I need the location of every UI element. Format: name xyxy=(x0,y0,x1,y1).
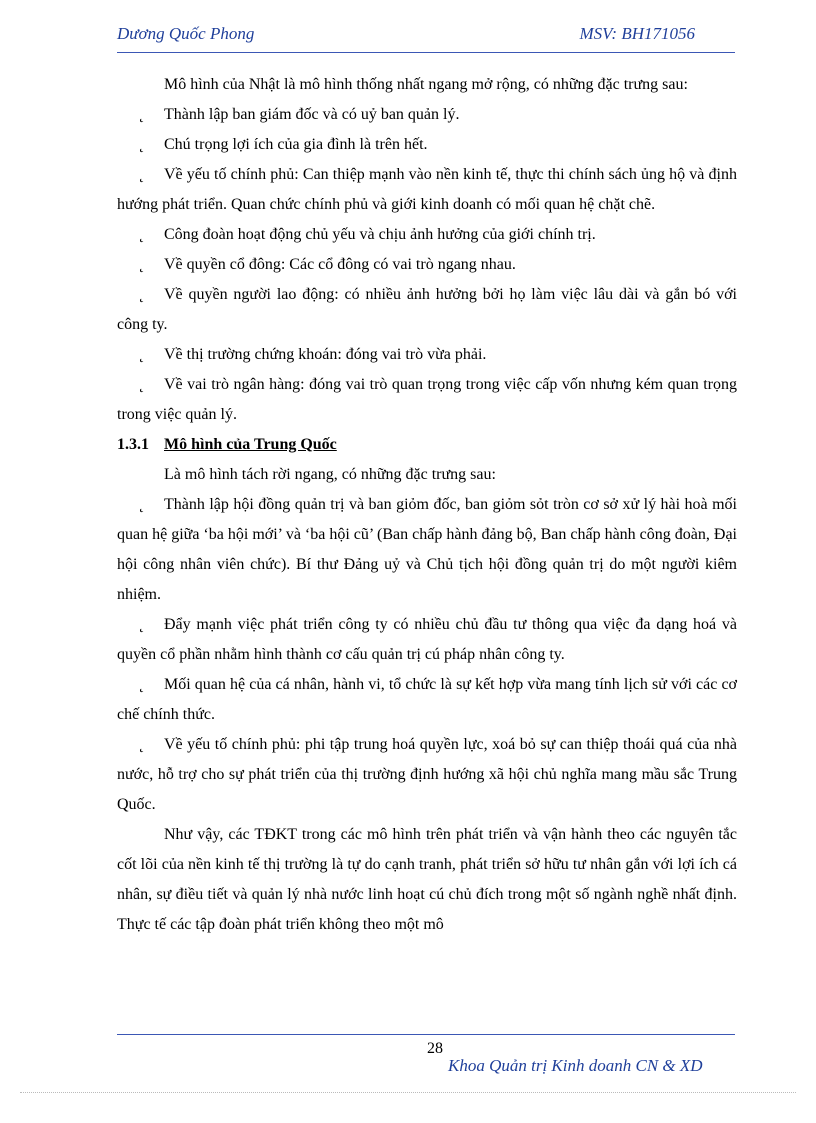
bullet-item xyxy=(117,220,737,250)
paragraph: Như vậy, các TĐKT trong các mô hình trên phát triển và vận hành theo các nguyên tắc cốt lõi của nền kinh tế thị trường là tự do cạnh tranh, phát triển sở hữu tư nhân gắn với lợi ích cá nhân, sự điều tiết và quản lý nhà nước linh hoạt cú chủ đích trong một số ngành nghề nhất định. Thực tế các tập đoàn phát triển không theo một mô xyxy=(117,826,737,933)
bullet-mark: ˛ xyxy=(139,166,145,183)
section-heading xyxy=(117,430,737,460)
bullet-mark: ˛ xyxy=(139,226,145,243)
bullet-item xyxy=(117,130,737,160)
bullet-mark: ˛ xyxy=(139,736,145,753)
header-divider xyxy=(117,52,735,53)
bullet-text: Thành lập ban giám đốc và có uỷ ban quản lý. xyxy=(164,106,460,123)
bullet-mark: ˛ xyxy=(139,496,145,513)
bullet-item xyxy=(117,370,737,430)
bullet-mark: ˛ xyxy=(139,616,145,633)
bullet-mark: ˛ xyxy=(139,286,145,303)
footer-divider xyxy=(117,1034,735,1035)
bullet-mark: ˛ xyxy=(139,136,145,153)
header-author: Dương Quốc Phong xyxy=(117,24,255,43)
footer-faculty: Khoa Quản trị Kinh doanh CN & XD xyxy=(448,1056,703,1075)
bullet-mark: ˛ xyxy=(139,106,145,123)
bullet-text: Về yếu tố chính phủ: phi tập trung hoá quyền lực, xoá bỏ sự can thiệp thoái quá của nhà nước, hỗ trợ cho sự phát triển của thị trường định hướng xã hội chủ nghĩa mang mầu sắc Trung Quốc. xyxy=(117,736,737,813)
header-student-id: MSV: BH171056 xyxy=(579,24,695,43)
bullet-text: Mối quan hệ của cá nhân, hành vi, tổ chức là sự kết hợp vừa mang tính lịch sử với các cơ chế chính thức. xyxy=(117,676,737,723)
bullet-item xyxy=(117,100,737,130)
page-edge-dots xyxy=(20,1092,796,1093)
bullet-item xyxy=(117,670,737,730)
page-header xyxy=(117,24,735,54)
bullet-item xyxy=(117,160,737,220)
bullet-text: Về vai trò ngân hàng: đóng vai trò quan trọng trong việc cấp vốn nhưng kém quan trọng trong việc quản lý. xyxy=(117,376,737,423)
document-body xyxy=(117,70,737,940)
bullet-text: Đẩy mạnh việc phát triển công ty có nhiều chủ đầu tư thông qua việc đa dạng hoá và quyền cổ phần nhằm hình thành cơ cấu quản trị cú pháp nhân công ty. xyxy=(117,616,737,663)
bullet-item xyxy=(117,730,737,820)
bullet-mark: ˛ xyxy=(139,376,145,393)
paragraph: Là mô hình tách rời ngang, có những đặc trưng sau: xyxy=(164,466,496,483)
bullet-item xyxy=(117,250,737,280)
bullet-text: Về quyền người lao động: có nhiều ảnh hưởng bởi họ làm việc lâu dài và gắn bó với công ty. xyxy=(117,286,737,333)
section-title: Mô hình của Trung Quốc xyxy=(164,436,337,453)
section-number: 1.3.1 xyxy=(117,436,149,453)
paragraph: Mô hình của Nhật là mô hình thống nhất ngang mở rộng, có những đặc trưng sau: xyxy=(164,76,688,93)
bullet-item xyxy=(117,280,737,340)
bullet-item xyxy=(117,610,737,670)
bullet-mark: ˛ xyxy=(139,256,145,273)
bullet-text: Thành lập hội đồng quản trị và ban giỏm đốc, ban giỏm sỏt tròn cơ sở xử lý hài hoà mối quan hệ giữa ‘ba hội mới’ và ‘ba hội cũ’ (Ban chấp hành đảng bộ, Ban chấp hành công đoàn, Đại hội công nhân viên chức). Bí thư Đảng uỷ và Chủ tịch hội đồng quản trị do một người kiêm nhiệm. xyxy=(117,496,737,603)
bullet-item xyxy=(117,490,737,610)
bullet-text: Chú trọng lợi ích của gia đình là trên hết. xyxy=(164,136,428,153)
page-number: 28 xyxy=(427,1040,443,1057)
bullet-mark: ˛ xyxy=(139,346,145,363)
bullet-text: Công đoàn hoạt động chủ yếu và chịu ảnh hưởng của giới chính trị. xyxy=(164,226,596,243)
bullet-text: Về yếu tố chính phủ: Can thiệp mạnh vào nền kinh tế, thực thi chính sách ủng hộ và định hướng phát triển. Quan chức chính phủ và giới kinh doanh có mối quan hệ chặt chẽ. xyxy=(117,166,737,213)
bullet-text: Về quyền cổ đông: Các cổ đông có vai trò ngang nhau. xyxy=(164,256,516,273)
bullet-item xyxy=(117,340,737,370)
bullet-text: Về thị trường chứng khoán: đóng vai trò vừa phải. xyxy=(164,346,487,363)
bullet-mark: ˛ xyxy=(139,676,145,693)
